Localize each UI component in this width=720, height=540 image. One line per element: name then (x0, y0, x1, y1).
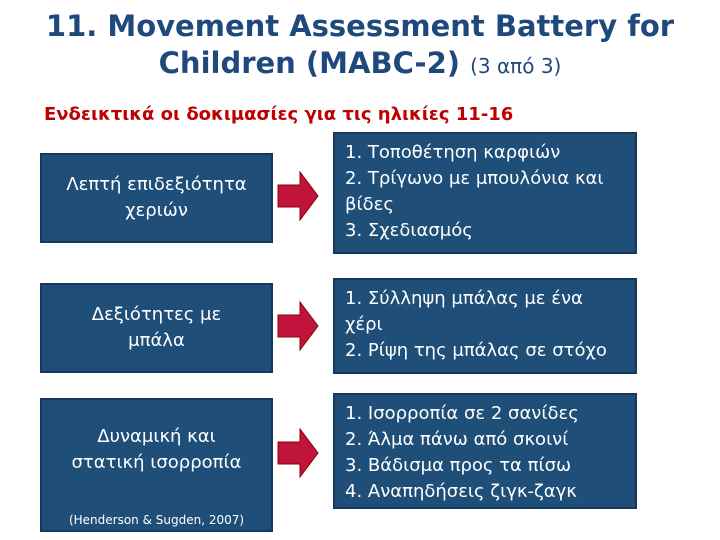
arrow-right-icon (276, 425, 320, 481)
category-label-line: χεριών (125, 200, 188, 221)
arrow-right-icon (276, 168, 320, 224)
category-box-ball-skills (40, 283, 273, 373)
task-item: 2. Τρίγωνο με μπουλόνια και βίδες (345, 168, 604, 215)
task-item: 3. Σχεδιασμός (345, 220, 473, 241)
title-part-indicator: (3 από 3) (470, 54, 562, 78)
tasks-box-balance (333, 393, 637, 509)
task-item: 3. Βάδισμα προς τα πίσω (345, 455, 572, 476)
category-label-line: μπάλα (128, 330, 185, 351)
task-item: 1. Ισορροπία σε 2 σανίδες (345, 403, 579, 424)
page-title (0, 8, 720, 85)
title-line-2-main: Children (MABC-2) (158, 46, 460, 80)
category-label-line: Δεξιότητες με (91, 304, 222, 325)
arrow-right-icon (276, 298, 320, 354)
task-item: 1. Σύλληψη μπάλας με ένα χέρι (345, 288, 583, 335)
task-item: 4. Αναπηδήσεις ζιγκ-ζαγκ (345, 481, 577, 502)
category-label-line: στατική ισορροπία (71, 452, 242, 473)
title-line-1: 11. Movement Assessment Battery for (45, 9, 675, 43)
title-line-2 (0, 45, 720, 85)
tasks-box-ball-skills (333, 278, 637, 374)
task-item: 1. Τοποθέτηση καρφιών (345, 142, 561, 163)
category-label-line: Δυναμική και (97, 426, 216, 447)
category-label-line: Λεπτή επιδεξιότητα (66, 174, 247, 195)
task-item: 2. Ρίψη της μπάλας σε στόχο (345, 340, 607, 361)
tasks-box-fine-motor (333, 132, 637, 254)
category-box-balance (40, 398, 273, 532)
task-item: 2. Άλμα πάνω από σκοινί (345, 429, 569, 450)
section-subtitle: Ενδεικτικά οι δοκιμασίες για τις ηλικίες 11-16 (44, 104, 514, 125)
category-box-fine-motor (40, 153, 273, 243)
citation: (Henderson & Sugden, 2007) (68, 513, 245, 527)
